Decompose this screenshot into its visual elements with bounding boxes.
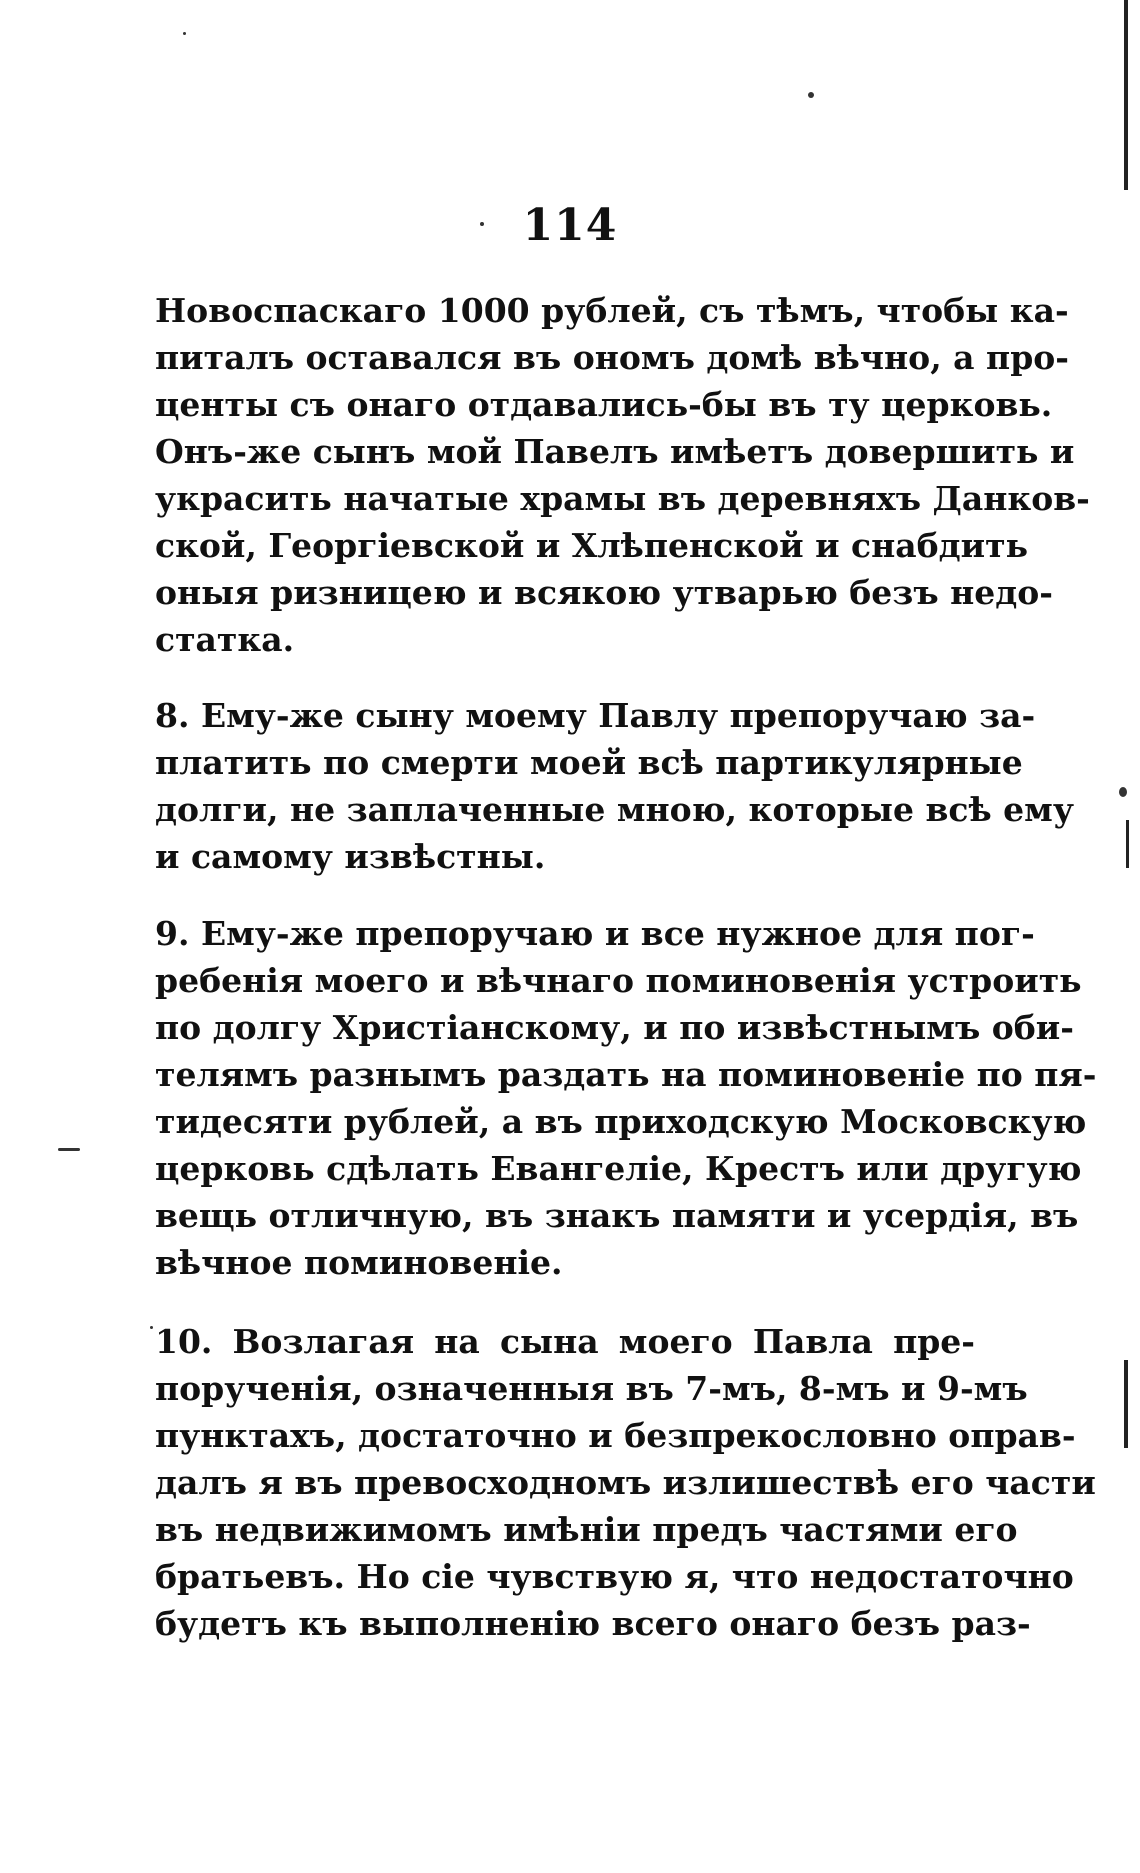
text-line: пунктахъ, достаточно и безпрекословно оправ- bbox=[155, 1416, 1076, 1455]
text-line: статка. bbox=[155, 620, 295, 659]
scan-speck bbox=[58, 1148, 80, 1151]
text-line: питалъ оставался въ ономъ домѣ вѣчно, а про- bbox=[155, 338, 1069, 377]
scan-edge-line bbox=[1124, 1360, 1128, 1448]
text-line: 8. Ему-же сыну моему Павлу препоручаю за- bbox=[155, 696, 1036, 735]
text-line: братьевъ. Но сіе чувствую я, что недостаточно bbox=[155, 1557, 1074, 1596]
scan-speck bbox=[150, 1326, 153, 1329]
paragraph-item-10 bbox=[155, 1318, 1096, 1647]
scan-speck bbox=[480, 222, 484, 226]
scan-speck bbox=[183, 32, 186, 35]
text-line: центы съ онаго отдавались-бы въ ту церковь. bbox=[155, 385, 1053, 424]
text-line: церковь сдѣлать Евангеліе, Крестъ или другую bbox=[155, 1149, 1082, 1188]
paragraph-item-8 bbox=[155, 692, 1074, 880]
text-line: оныя ризницею и всякою утварью безъ недо- bbox=[155, 573, 1053, 612]
text-line: и самому извѣстны. bbox=[155, 837, 546, 876]
text-line: по долгу Христіанскому, и по извѣстнымъ оби- bbox=[155, 1008, 1074, 1047]
text-line: телямъ разнымъ раздать на поминовеніе по пя- bbox=[155, 1055, 1097, 1094]
text-line: Новоспаскаго 1000 рублей, съ тѣмъ, чтобы ка- bbox=[155, 291, 1069, 330]
scan-speck bbox=[1119, 787, 1127, 797]
scan-edge-line bbox=[1124, 0, 1128, 190]
paragraph-continuation bbox=[155, 287, 1090, 663]
text-line: будетъ къ выполненію всего онаго безъ раз- bbox=[155, 1604, 1031, 1643]
scan-edge-line bbox=[1126, 820, 1129, 868]
page-number: 114 bbox=[522, 200, 618, 251]
text-line: тидесяти рублей, а въ приходскую Московскую bbox=[155, 1102, 1087, 1141]
text-line: ребенія моего и вѣчнаго поминовенія устроить bbox=[155, 961, 1082, 1000]
text-line: вещь отличную, въ знакъ памяти и усердія, въ bbox=[155, 1196, 1079, 1235]
paragraph-item-9 bbox=[155, 910, 1097, 1286]
text-line: украсить начатые храмы въ деревняхъ Данков- bbox=[155, 479, 1090, 518]
text-line: въ недвижимомъ имѣніи предъ частями его bbox=[155, 1510, 1018, 1549]
text-line: вѣчное поминовеніе. bbox=[155, 1243, 563, 1282]
text-line: далъ я въ превосходномъ излишествѣ его части bbox=[155, 1463, 1096, 1502]
text-line: порученія, означенныя въ 7-мъ, 8-мъ и 9-мъ bbox=[155, 1369, 1028, 1408]
text-line: 10. Возлагая на сына моего Павла пре- bbox=[155, 1322, 975, 1361]
text-line: Онъ-же сынъ мой Павелъ имѣетъ довершить и bbox=[155, 432, 1075, 471]
text-line: 9. Ему-же препоручаю и все нужное для пог- bbox=[155, 914, 1035, 953]
text-line: ской, Георгіевской и Хлѣпенской и снабдить bbox=[155, 526, 1029, 565]
text-line: платить по смерти моей всѣ партикулярные bbox=[155, 743, 1023, 782]
text-line: долги, не заплаченные мною, которые всѣ ему bbox=[155, 790, 1074, 829]
scan-speck bbox=[808, 92, 814, 98]
